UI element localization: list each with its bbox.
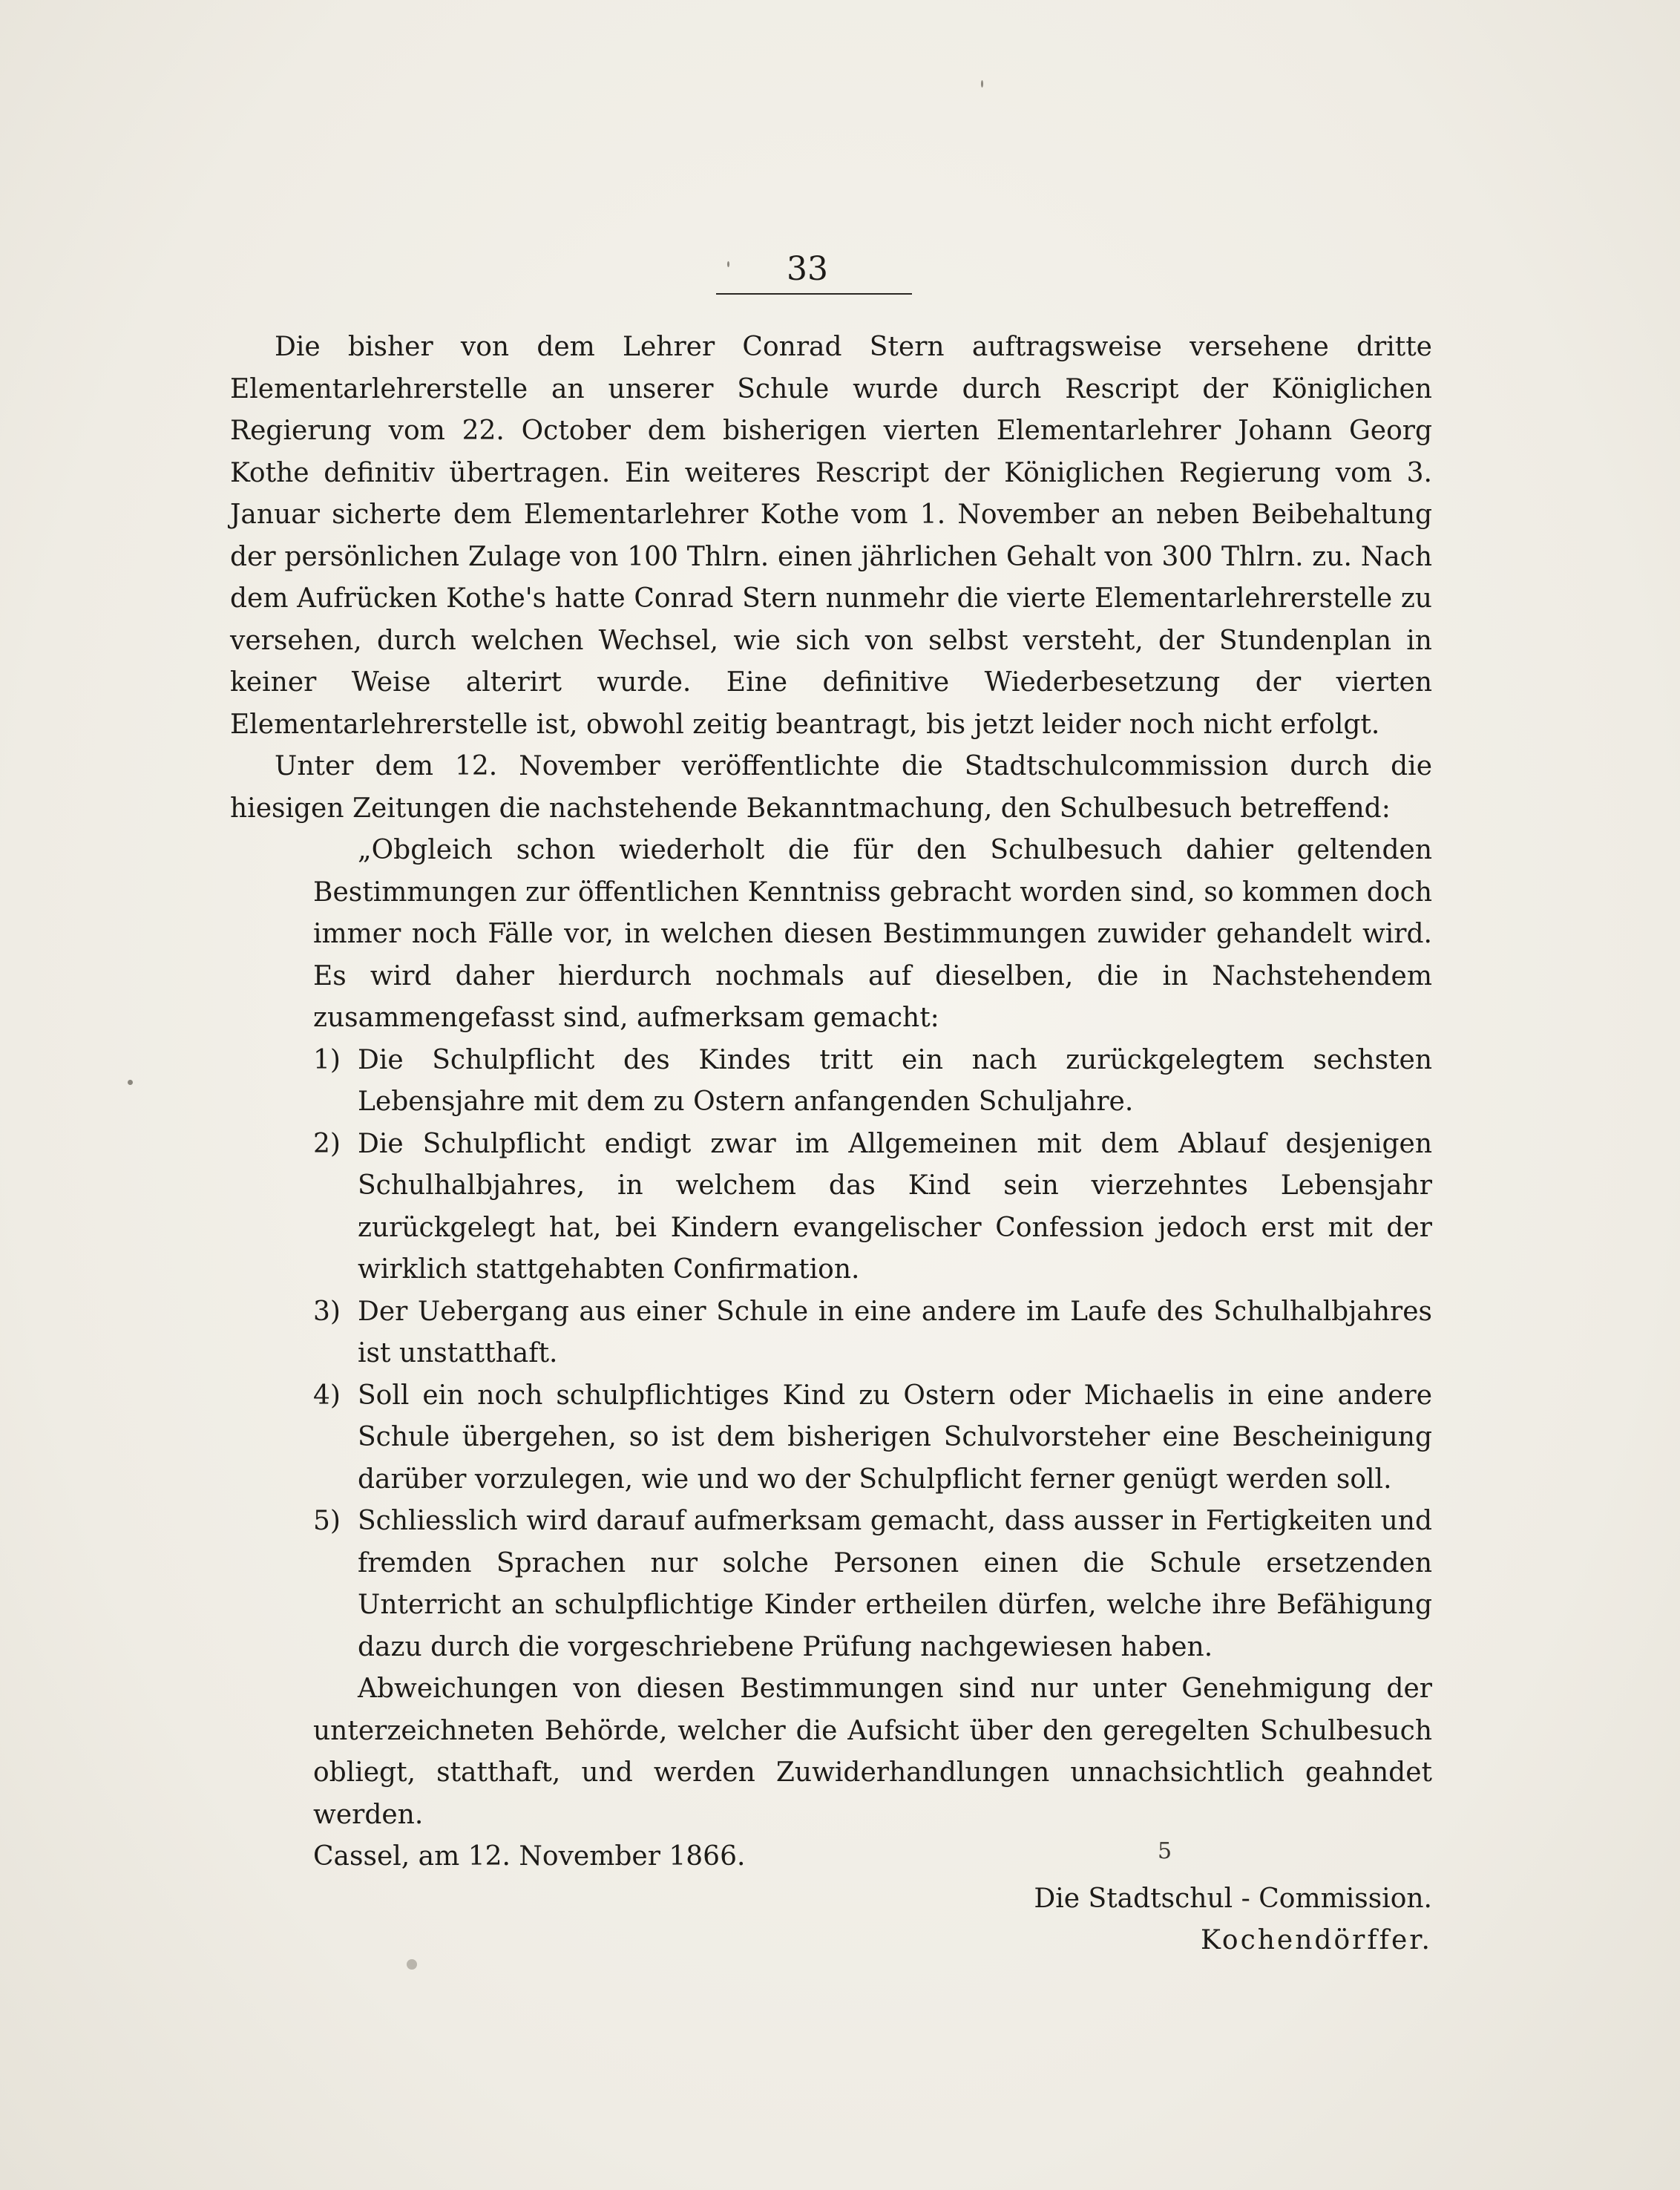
page-number-rule xyxy=(716,293,912,295)
list-item xyxy=(313,1040,1432,1124)
place-date: Cassel, am 12. November 1866. xyxy=(313,1841,746,1872)
list-item xyxy=(313,1375,1432,1501)
list-item-text: Der Uebergang aus einer Schule in eine andere im Laufe des Schulhalbjahres ist unstatthaft. xyxy=(358,1296,1432,1368)
list-item-number: 1) xyxy=(313,1044,341,1075)
list-item-text: Die Schulpflicht des Kindes tritt ein nach zurückgelegtem sechsten Lebensjahre mit dem zu Ostern anfangenden Schuljahre. xyxy=(358,1044,1432,1117)
body-text xyxy=(230,327,1432,1962)
list-item-number: 4) xyxy=(313,1380,341,1411)
list-item-text: Soll ein noch schulpflichtiges Kind zu Ostern oder Michaelis in eine andere Schule übergehen, so ist dem bisherigen Schulvorsteher eine Bescheinigung darüber vorzulegen, wie und wo der Schulpflicht ferner genügt werden soll. xyxy=(358,1380,1432,1495)
paper-speck xyxy=(128,1080,133,1085)
list-item-number: 3) xyxy=(313,1296,341,1327)
list-item-number: 2) xyxy=(313,1128,341,1159)
notice-rules-list xyxy=(230,1040,1432,1669)
paper-speck xyxy=(981,80,983,88)
page-number: 33 xyxy=(787,250,828,288)
list-item-text: Schliesslich wird darauf aufmerksam gemacht, dass ausser in Fertigkeiten und fremden Sprachen nur solche Personen einen die Schule ersetzenden Unterricht an schulpflichtige Kinder ertheilen dürfen, welche ihre Befähigung dazu durch die vorgeschriebene Prüfung nachgewiesen haben. xyxy=(358,1506,1432,1662)
list-item xyxy=(313,1291,1432,1375)
notice-intro: „Obgleich schon wiederholt die für den Schulbesuch dahier geltenden Bestimmungen zur öffentlichen Kenntniss gebracht worden sind, so kommen doch immer noch Fälle vor, in welchen diesen Bestimmungen zuwider gehandelt wird. Es wird daher hierdurch nochmals auf dieselben, die in Nachstehendem zusammengefasst sind, aufmerksam gemacht: xyxy=(313,835,1432,1033)
sheet-signature-mark: 5 xyxy=(1158,1838,1172,1864)
list-item xyxy=(313,1501,1432,1668)
list-item-number: 5) xyxy=(313,1506,341,1536)
paragraph-teacher-appointments: Die bisher von dem Lehrer Conrad Stern auftragsweise versehene dritte Elementarlehrerstelle an unserer Schule wurde durch Rescript der Königlichen Regierung vom 22. October dem bisherigen vierten Elementarlehrer Johann Georg Kothe definitiv übertragen. Ein weiteres Rescript der Königlichen Regierung vom 3. Januar sicherte dem Elementarlehrer Kothe vom 1. November an neben Beibehaltung der persönlichen Zulage von 100 Thlrn. einen jährlichen Gehalt von 300 Thlrn. zu. Nach dem Aufrücken Kothe's hatte Conrad Stern nunmehr die vierte Elementarlehrerstelle zu versehen, durch welchen Wechsel, wie sich von selbst versteht, der Stundenplan in keiner Weise alterirt wurde. Eine definitive Wiederbesetzung der vierten Elementarlehrerstelle ist, obwohl zeitig beantragt, bis jetzt leider noch nicht erfolgt. xyxy=(230,332,1432,740)
closing-text: Abweichungen von diesen Bestimmungen sind nur unter Genehmigung der unterzeichneten Behörde, welcher die Aufsicht über den geregelten Schulbesuch obliegt, statthaft, und werden Zuwiderhandlungen unnachsichtlich geahndet werden. xyxy=(313,1673,1432,1830)
issuing-authority: Die Stadtschul - Commission. xyxy=(1034,1883,1432,1914)
paper-speck xyxy=(727,261,729,267)
signature-name: Kochendörffer. xyxy=(1200,1925,1432,1955)
paragraph-announcement-intro: Unter dem 12. November veröffentlichte die Stadtschulcommission durch die hiesigen Zeitungen die nachstehende Bekanntmachung, den Schulbesuch betreffend: xyxy=(230,751,1432,824)
paper-speck xyxy=(407,1959,417,1970)
list-item-text: Die Schulpflicht endigt zwar im Allgemeinen mit dem Ablauf desjenigen Schulhalbjahres, in welchem das Kind sein vierzehntes Lebensjahr zurückgelegt hat, bei Kindern evangelischer Confession jedoch erst mit der wirklich stattgehabten Confirmation. xyxy=(358,1128,1432,1285)
list-item xyxy=(313,1124,1432,1291)
